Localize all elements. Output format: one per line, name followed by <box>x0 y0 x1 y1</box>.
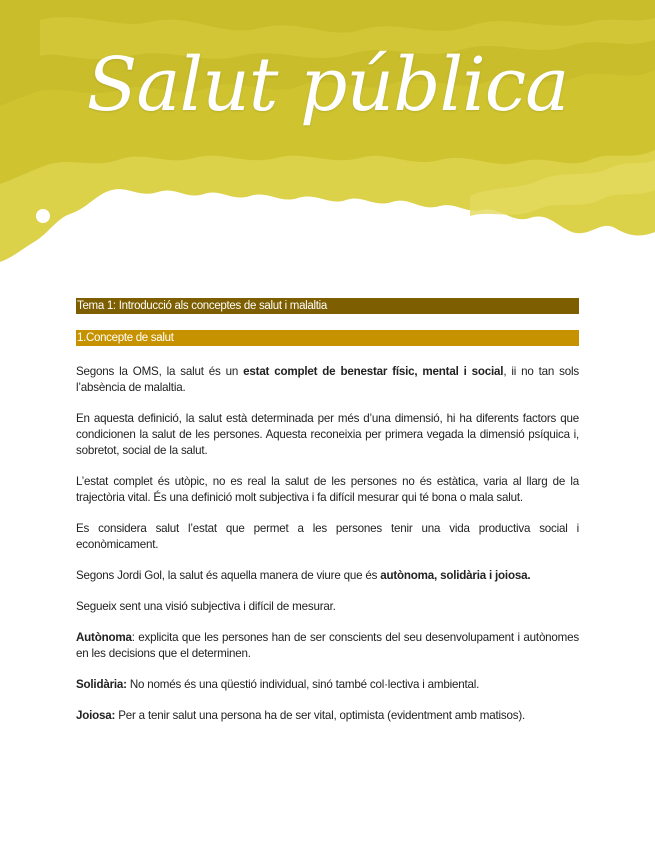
paragraph-joiosa: Joiosa: Per a tenir salut una persona ha de ser vital, optimista (evidentment amb matisos). <box>76 709 526 722</box>
paragraph-dimensions: En aquesta definició, la salut està determinada per més d’una dimensió, hi ha diferents factors que condicionen la salut de les persones. Aquesta reconeixia per primera vegada la dimensió psíquica i, sobretot, social de la salut. <box>76 412 579 457</box>
paragraph-productive-life: Es considera salut l’estat que permet a les persones tenir una vida productiva social i econòmicament. <box>76 522 579 551</box>
topic-bar: Tema 1: Introducció als conceptes de salut i malaltia <box>76 298 579 314</box>
document-body <box>76 298 579 724</box>
paragraph-oms-definition: Segons la OMS, la salut és un estat complet de benestar físic, mental i social, ii no tan sols l’absència de malaltia. <box>76 365 579 394</box>
page-title: Salut pública <box>86 42 569 128</box>
paragraph-solidaria: Solidària: No només és una qüestió individual, sinó també col·lectiva i ambiental. <box>76 678 480 691</box>
paragraph-jordi-gol: Segons Jordi Gol, la salut és aquella manera de viure que és autònoma, solidària i joiosa. <box>76 569 531 582</box>
paint-splash-background <box>0 0 655 270</box>
paragraph-autonoma: Autònoma: explicita que les persones han de ser conscients del seu desenvolupament i autònomes en les decisions que el determinen. <box>76 631 579 660</box>
paragraph-utopic: L’estat complet és utòpic, no es real la salut de les persones no és estàtica, varia al llarg de la trajectòria vital. És una definició molt subjectiva i fa difícil mesurar qui té bona o mala salut. <box>76 475 579 504</box>
paragraph-subjective: Segueix sent una visió subjectiva i difícil de mesurar. <box>76 600 336 613</box>
section-bar: 1.Concepte de salut <box>76 330 579 346</box>
header-banner <box>0 0 655 270</box>
